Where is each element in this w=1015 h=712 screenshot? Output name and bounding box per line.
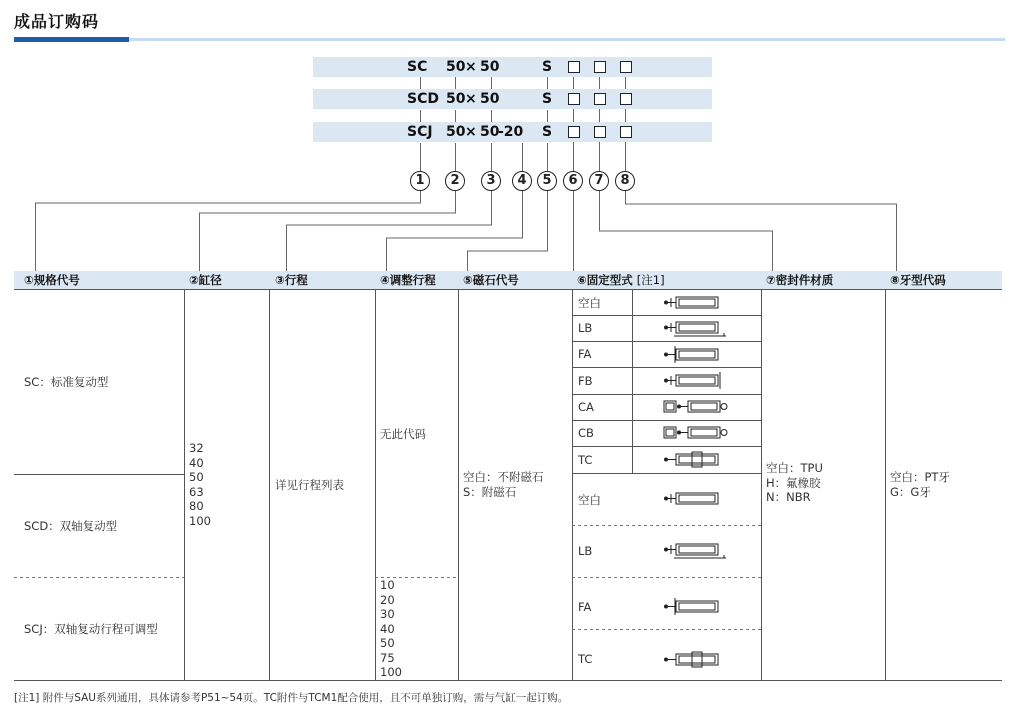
mount-label: LB [578,544,593,558]
header-bore: ②缸径 [189,273,222,287]
mount-label: 空白 [578,493,601,507]
cylinder-tc-icon [660,451,730,469]
header-mount-label: ⑥固定型式 [577,273,633,287]
circle-number-1: 1 [410,171,430,191]
cylinder-fb-icon [660,372,730,390]
cylinder-lb-icon [660,319,730,339]
page-title: 成品订购码 [14,12,100,31]
mount-label: CB [578,426,594,440]
mount-label: TC [578,453,593,467]
header-adjust: ④调整行程 [380,273,436,287]
order-code-scj [313,122,712,142]
header-thread: ⑧牙型代码 [890,273,946,287]
mount-label: TC [578,652,593,666]
mount-label: LB [578,321,593,335]
mount-label: 空白 [578,296,601,310]
cylinder-lb-icon [660,541,730,561]
header-mount-note: [注1] [636,273,665,287]
thread-option: 空白：PT牙 [890,470,950,484]
order-code-scd [313,89,712,109]
header-mount [577,272,665,288]
bore-value: 40 [189,455,204,470]
bore-value: 32 [189,441,204,455]
footnote: [注1] 附件与SAU系列通用，具体请参考P51~54页。TC附件与TCM1配合使用，且不可单独订购，需与气缸一起订购。 [14,692,569,704]
adjust-none: 无此代码 [380,427,426,441]
code-stroke: 50 [480,91,500,107]
code-stroke: 50 [480,59,500,75]
bore-list [189,441,211,528]
circle-number-4: 4 [512,171,532,191]
code-bore: 50 [446,91,466,107]
cylinder-fa-icon [660,598,730,616]
header-stroke: ③行程 [275,273,308,287]
adjust-value: 40 [380,621,395,636]
code-blank-box [620,61,632,73]
mount-label: FB [578,374,593,388]
spec-sc: SC：标准复动型 [24,375,109,389]
seal-option: N：NBR [766,490,811,504]
spec-scj: SCJ：双轴复动行程可调型 [24,622,158,636]
code-bore: 50 [446,59,466,75]
code-blank-box [620,126,632,138]
code-blank-box [594,61,606,73]
cylinder-ca-icon [660,398,730,416]
code-adjust: -20 [498,124,524,140]
circle-number-6: 6 [563,171,583,191]
seal-option: 空白：TPU [766,461,823,475]
adjust-value: 75 [380,650,395,665]
code-times: × [465,91,477,107]
mount-label: CA [578,400,594,414]
circle-number-2: 2 [445,171,465,191]
code-switch: S [542,59,553,75]
code-bore: 50 [446,124,466,140]
order-code-sc [313,57,712,77]
magnet-options [463,470,544,499]
circle-number-5: 5 [537,171,557,191]
thread-options [890,470,950,499]
cylinder-tc-icon [660,651,730,669]
seal-options [766,461,823,505]
thread-option: G：G牙 [890,484,931,499]
adjust-list [380,578,402,680]
magnet-option: S：附磁石 [463,484,517,499]
seal-option: H：氟橡胶 [766,475,821,490]
adjust-value: 100 [380,665,402,679]
code-blank-box [620,93,632,105]
code-prefix: SCJ [407,124,433,140]
mount-label: FA [578,600,592,614]
code-blank-box [594,93,606,105]
bore-value: 80 [189,499,204,513]
cylinder-cb-icon [660,424,730,442]
adjust-value: 20 [380,592,395,607]
cylinder-fa-icon [660,346,730,364]
circle-number-7: 7 [589,171,609,191]
code-stroke: 50 [480,124,500,140]
code-times: × [465,124,477,140]
code-times: × [465,59,477,75]
bore-value: 50 [189,470,204,484]
code-blank-box [568,126,580,138]
adjust-value: 10 [380,578,395,592]
code-blank-box [568,61,580,73]
cylinder-basic-icon [660,294,730,312]
code-switch: S [542,91,553,107]
magnet-option: 空白：不附磁石 [463,470,544,484]
stroke-note: 详见行程列表 [275,478,344,492]
header-seal: ⑦密封件材质 [766,273,834,287]
circle-number-8: 8 [615,171,635,191]
code-prefix: SCD [407,91,439,107]
code-blank-box [568,93,580,105]
code-prefix: SC [407,59,428,75]
adjust-value: 30 [380,607,395,621]
cylinder-basic-icon [660,490,730,508]
spec-scd: SCD：双轴复动型 [24,519,118,533]
code-blank-box [594,126,606,138]
header-magnet: ⑤磁石代号 [463,273,519,287]
code-switch: S [542,124,553,140]
adjust-value: 50 [380,636,395,650]
bore-value: 100 [189,513,211,528]
header-spec: ①规格代号 [24,273,80,287]
mount-label: FA [578,347,592,361]
circle-number-3: 3 [481,171,501,191]
bore-value: 63 [189,484,204,499]
